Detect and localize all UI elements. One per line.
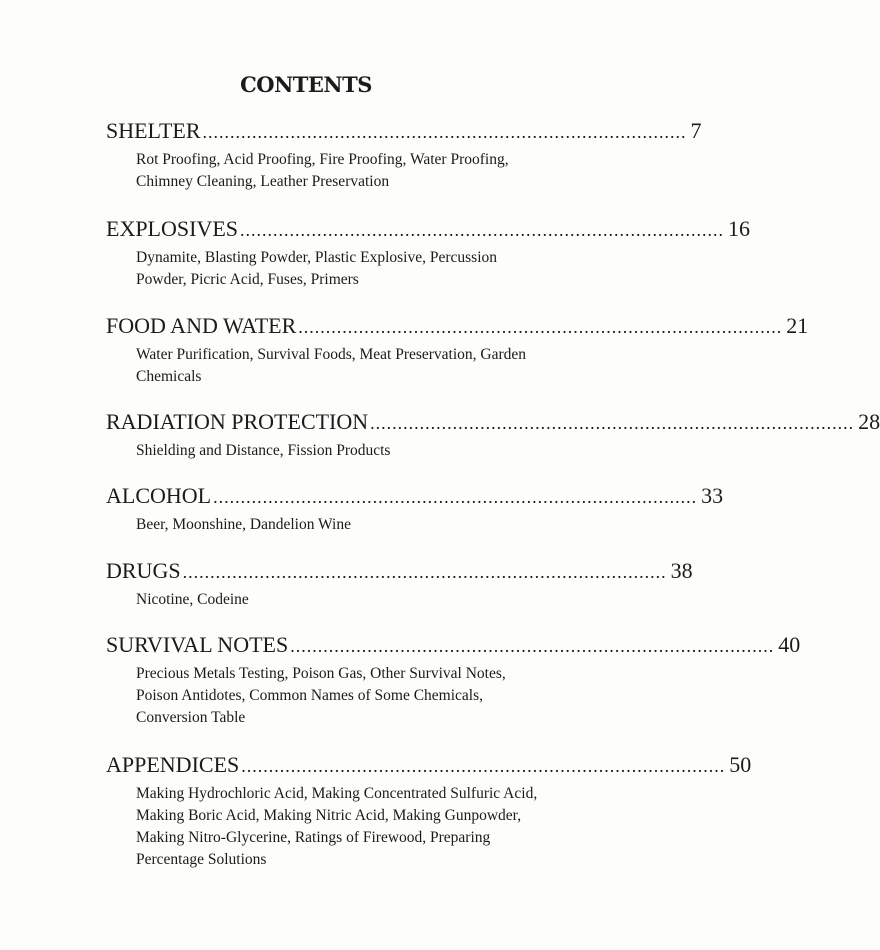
entry-page-number: 7 [690,118,702,143]
toc-entry-drugs [106,558,693,611]
entry-description: Rot Proofing, Acid Proofing, Fire Proofing, Water Proofing, Chimney Cleaning, Leather Preservation [136,151,509,190]
page-title: CONTENTS [240,72,372,97]
dot-leader: ........................................................................................ [240,220,725,240]
entry-title: EXPLOSIVES [106,216,239,241]
toc-entry-appendices [106,752,752,871]
toc-entry-explosives [106,216,751,291]
entry-title: APPENDICES [106,752,240,777]
entry-description: Nicotine, Codeine [136,591,249,608]
entry-description: Water Purification, Survival Foods, Meat Preservation, Garden Chemicals [136,346,527,385]
entry-description: Beer, Moonshine, Dandelion Wine [136,516,351,533]
toc-entry-food-and-water [106,313,809,388]
entry-description: Making Hydrochloric Acid, Making Concentrated Sulfuric Acid, Making Boric Acid, Making Nitric Acid, Making Gunpowder, Making Nitro-Glycerine, Ratings of Firewood, Preparing Percentage Solutions [136,785,538,868]
entry-page-number: 16 [728,216,751,241]
dot-leader: ........................................................................................ [202,122,687,142]
entry-description: Dynamite, Blasting Powder, Plastic Explosive, Percussion Powder, Picric Acid, Fuses, Primers [136,249,498,288]
dot-leader: ........................................................................................ [290,636,775,656]
entry-title: SHELTER [106,118,201,143]
entry-page-number: 40 [778,632,801,657]
entry-description: Precious Metals Testing, Poison Gas, Other Survival Notes, Poison Antidotes, Common Names of Some Chemicals, Conversion Table [136,665,506,726]
entry-title: ALCOHOL [106,483,212,508]
dot-leader: ........................................................................................ [213,487,698,507]
entry-page-number: 38 [670,558,693,583]
entry-title: SURVIVAL NOTES [106,632,289,657]
toc-entry-shelter [106,118,702,193]
entry-page-number: 50 [729,752,752,777]
toc-entry-survival-notes [106,632,801,729]
dot-leader: ........................................................................................ [370,413,855,433]
entry-title: FOOD AND WATER [106,313,297,338]
entry-title: DRUGS [106,558,181,583]
entry-page-number: 33 [701,483,724,508]
entry-page-number: 28 [858,409,880,434]
toc-entry-alcohol [106,483,724,536]
dot-leader: ........................................................................................ [298,317,783,337]
entry-title: RADIATION PROTECTION [106,409,369,434]
entry-description: Shielding and Distance, Fission Products [136,442,391,459]
entry-page-number: 21 [786,313,809,338]
dot-leader: ........................................................................................ [241,756,726,776]
toc-entry-radiation-protection [106,409,880,462]
dot-leader: ........................................................................................ [182,562,667,582]
